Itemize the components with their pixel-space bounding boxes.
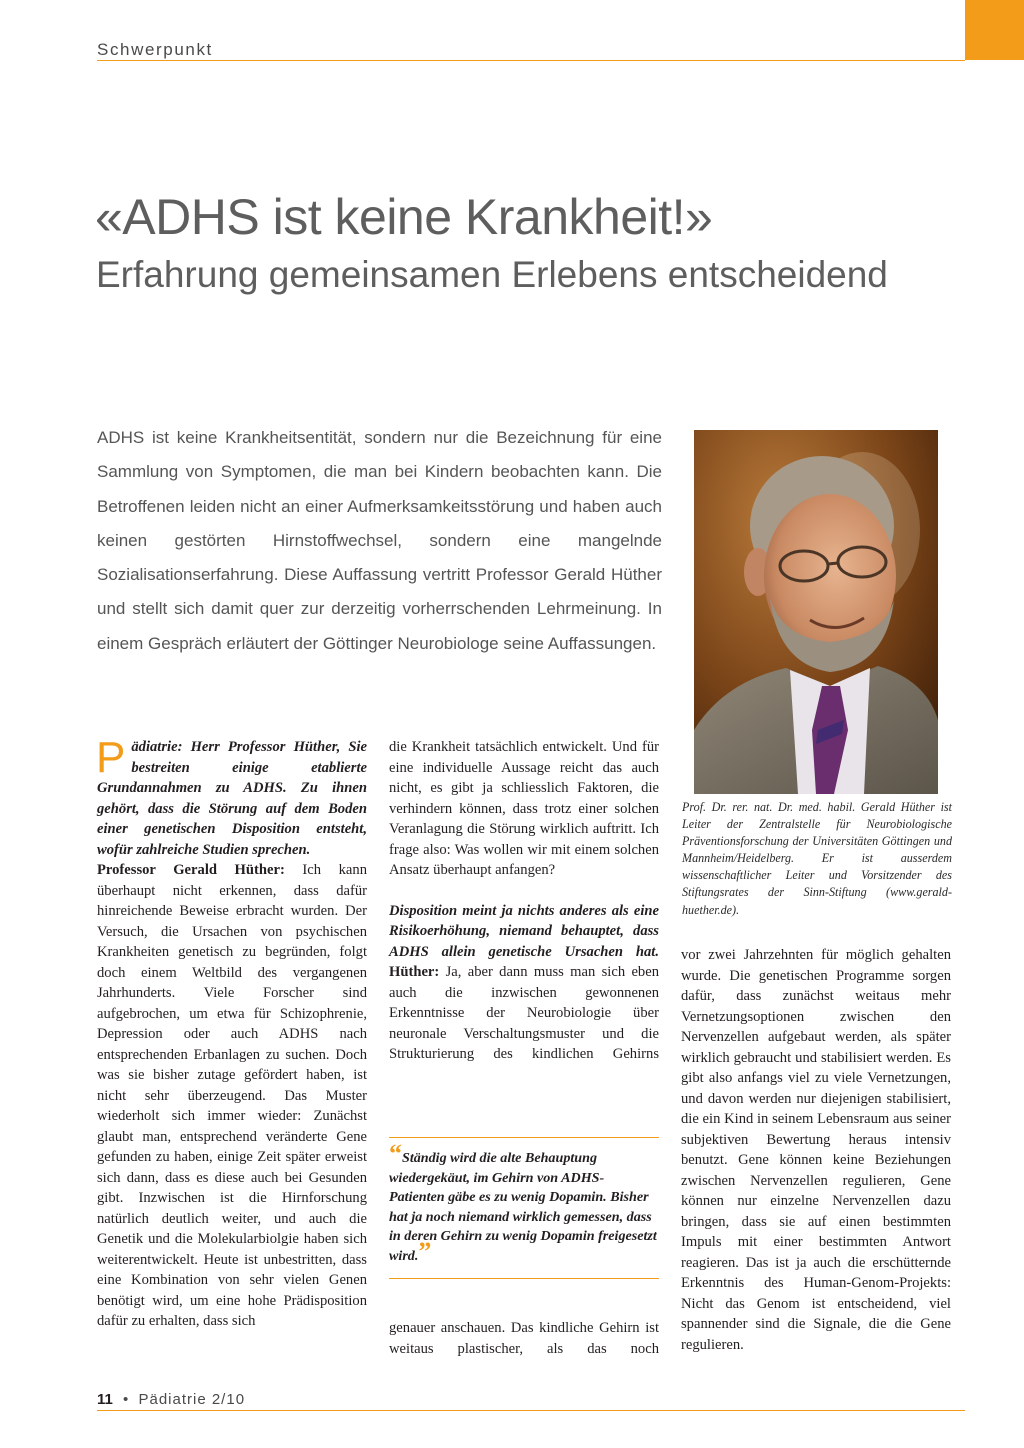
page-footer: [97, 1391, 245, 1408]
interview-question-1: ädiatrie: Herr Professor Hüther, Sie bestreiten einige etablierte Grundannahmen zu ADHS. Zu ihnen gehört, dass die Störung auf dem Boden einer genetischen Disposition entsteht, wofür zahlreiche Studien sprechen.: [97, 739, 367, 858]
speaker-name-short: Hüther:: [389, 964, 440, 980]
article-column-3: [681, 945, 951, 1355]
article-column-1: [96, 733, 367, 1332]
article-title: «ADHS ist keine Krankheit!»: [95, 189, 713, 245]
lead-paragraph: ADHS ist keine Krankheitsentität, sondern nur die Bezeichnung für eine Sammlung von Symptomen, die man bei Kindern beobachten kann. Die Betroffenen leiden nicht an einer Aufmerksamkeitsstörung und haben auch keinen gestörten Hirnstoffwechsel, sondern eine mangelnde Sozialisationserfahrung. Diese Auffassung vertritt Professor Gerald Hüther und stellt sich damit quer zur derzeitig vorherrschenden Lehrmeinung. In einem Gespräch erläutert der Göttinger Neurobiologe seine Auffassungen.: [97, 428, 662, 653]
drop-cap: P: [96, 733, 126, 782]
article-subtitle: Erfahrung gemeinsamen Erlebens entscheidend: [96, 254, 888, 295]
interview-answer-2: Ja, aber dann muss man sich eben auch die inzwischen gewonnenen Erkenntnisse der Neurobiologie über neuronale Verschaltungsmuster und die Strukturierung des kindlichen Gehirns: [389, 964, 659, 1062]
header-rule: [97, 60, 965, 61]
article-column-2-bottom: [389, 1318, 659, 1359]
pull-quote-text: Ständig wird die alte Behauptung wiedergekäut, im Gehirn von ADHS-Patienten gäbe es zu wenig Dopamin. Bisher hat ja noch niemand wirklich gemessen, dass in deren Gehirn zu wenig Dopamin freigesetzt wird.: [389, 1150, 657, 1264]
footer-rule: [97, 1410, 965, 1411]
open-quote-mark: “: [389, 1139, 402, 1168]
speaker-name: Professor Gerald Hüther:: [97, 862, 285, 878]
page-number: 11: [97, 1391, 113, 1408]
interview-answer-2-end: vor zwei Jahrzehnten für möglich gehalten wurde. Die genetischen Programme sorgen dafür, dass zunächst weitaus mehr Vernetzungsoptionen zwischen den Nervenzellen aufgebaut werden, als später wirklich gebraucht und stabilisiert werden. Es gibt also anfangs viel zu viele Vernetzungen, und davon werden nur diejenigen stabilisiert, die ein Kind in seinem Lebensraum aus seiner subjektiven Bewertung heraus intensiv benutzt. Gene können keine Beziehungen zwischen Nervenzellen regulieren, Gene können nur einzelne Nervenzellen dazu bringen, dass sie auf einen bestimmten Impuls mit einer bestimmten Antwort reagieren. Das ist ja auch die erschütternde Erkenntnis des Human-Genom-Projekts: Nicht das Genom ist entscheidend, viel spannender sind die Signale, die die Gene regulieren.: [681, 947, 951, 1353]
interview-answer-2-continued: genauer anschauen. Das kindliche Gehirn ist weitaus plastischer, als das noch: [389, 1320, 659, 1357]
close-quote-mark: ”: [418, 1236, 432, 1266]
section-label: Schwerpunkt: [97, 40, 213, 59]
interview-answer-1: Ich kann überhaupt nicht erkennen, dass dafür hinreichende Beweise erbracht wurden. Der Versuch, die Ursachen von psychischen Krankheiten genetisch zu begründen, folgt doch einem Weltbild des vergangenen Jahrhunderts. Viele Forscher sind aufgebrochen, um etwa für Schizophrenie, Depression oder auch ADHS nach entsprechenden Erbanlagen zu suchen. Doch was sie bisher zutage gefördert haben, ist nicht sehr überzeugend. Das Muster wiederholt sich immer wieder: Zunächst glaubt man, entsprechend veränderte Gene gefunden zu haben, einige Zeit später erweist sich dann, dass es diese auch bei Gesunden gibt. Inzwischen ist die Hirnforschung natürlich deutlich weiter, und auch die Genetik und die Molekularbiolgie haben sich weiterentwickelt. Heute ist unbestritten, dass eine Kombination von sehr vielen Genen benötigt wird, um eine hohe Prädisposition dafür zu erhalten, dass sich: [97, 862, 367, 1329]
footer-separator: •: [123, 1391, 129, 1408]
photo-caption: Prof. Dr. rer. nat. Dr. med. habil. Gerald Hüther ist Leiter der Zentralstelle für Neurobiologische Präventionsforschung der Universitäten Göttingen und Mannheim/Heidelberg. Er ist ausserdem wissenschaftlicher Leiter und Vorsitzender des Stiftungsrates der Sinn-Stiftung (www.gerald-huether.de).: [682, 800, 952, 917]
portrait-photo: [694, 430, 938, 794]
interview-answer-1-continued: die Krankheit tatsächlich entwickelt. Und für eine individuelle Aussage reicht das auch nicht, es gibt ja schliesslich Faktoren, die verhindern können, dass trotz einer solchen Veranlagung die Störung wirklich auftritt. Ich frage also: Was wollen wir mit einem solchen Ansatz überhaupt anfangen?: [389, 739, 659, 878]
interview-exchange-2: [389, 901, 659, 1065]
article-column-2: [389, 737, 659, 1065]
issue-label: Pädiatrie 2/10: [138, 1391, 246, 1408]
interview-opening: [96, 733, 367, 1332]
interview-question-2: Disposition meint ja nichts anderes als eine Risikoerhöhung, niemand behauptet, dass ADHS allein genetische Ursachen hat.: [389, 902, 659, 960]
section-color-tab: [965, 0, 1024, 60]
pull-quote: [389, 1137, 659, 1279]
